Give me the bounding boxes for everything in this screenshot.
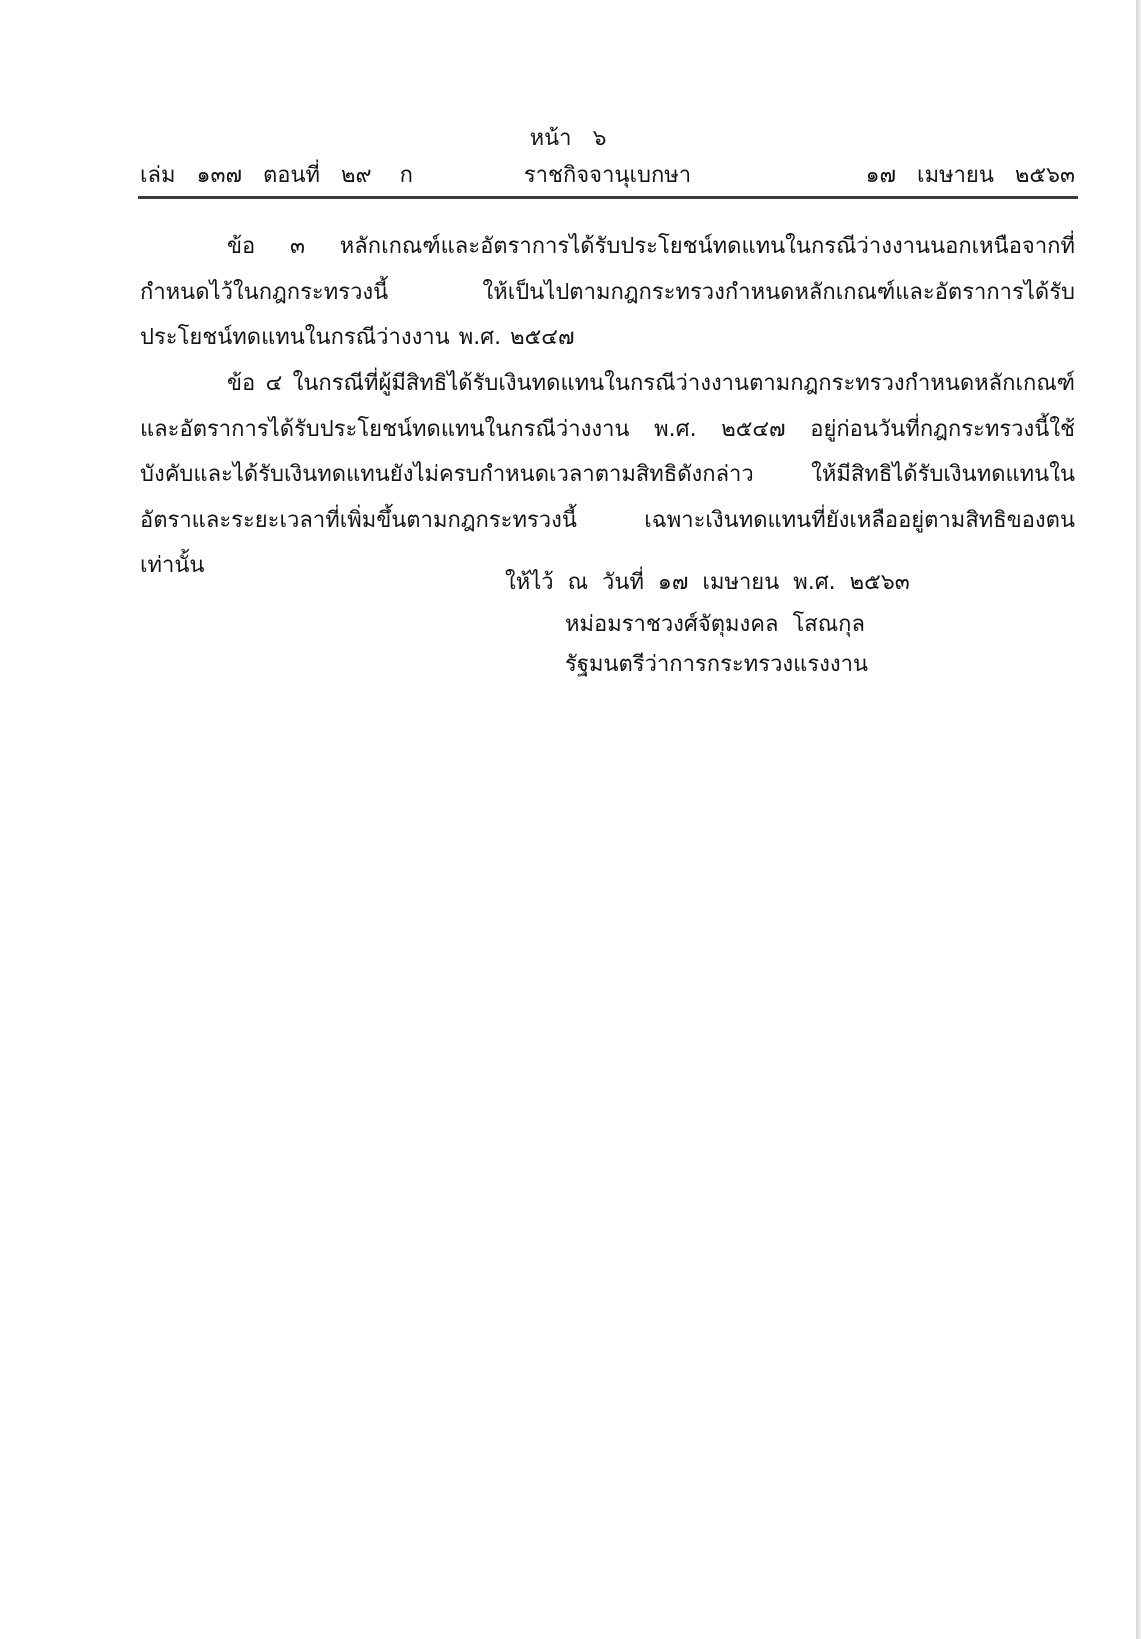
clause-3-paragraph: ข้อ ๓ หลักเกณฑ์และอัตราการได้รับประโยชน์ทดแทนในกรณีว่างงานนอกเหนือจากที่กำหนดไว้ในกฎกระทรวงนี้ ให้เป็นไปตามกฎกระทรวงกำหนดหลักเกณฑ์และอัตราการได้รับประโยชน์ทดแทนในกรณีว่างงาน พ.ศ. ๒๕๔๗: [140, 234, 1075, 350]
page-edge-shadow: [1136, 0, 1141, 1639]
given-on-date: ให้ไว้ ณ วันที่ ๑๗ เมษายน พ.ศ. ๒๕๖๓: [505, 570, 910, 595]
gazette-name: ราชกิจจานุเบกษา: [523, 163, 692, 188]
page-number: หน้า ๖: [529, 126, 607, 151]
gazette-header: [140, 160, 1075, 192]
signatory-name: หม่อมราชวงศ์จัตุมงคล โสณกุล: [565, 612, 865, 637]
publication-date: ๑๗ เมษายน ๒๕๖๓: [865, 163, 1075, 188]
signatory-position: รัฐมนตรีว่าการกระทรวงแรงงาน: [565, 652, 869, 677]
volume-issue: เล่ม ๑๓๗ ตอนที่ ๒๙ ก: [140, 163, 413, 188]
clause-4-paragraph: ข้อ ๔ ในกรณีที่ผู้มีสิทธิได้รับเงินทดแทนในกรณีว่างงานตามกฎกระทรวงกำหนดหลักเกณฑ์และอัตราการได้รับประโยชน์ทดแทนในกรณีว่างงาน พ.ศ. ๒๕๔๗ อยู่ก่อนวันที่กฎกระทรวงนี้ใช้บังคับและได้รับเงินทดแทนยังไม่ครบกำหนดเวลาตามสิทธิดังกล่าว ให้มีสิทธิได้รับเงินทดแทนในอัตราและระยะเวลาที่เพิ่มขึ้นตามกฎกระทรวงนี้ เฉพาะเงินทดแทนที่ยังเหลืออยู่ตามสิทธิของตนเท่านั้น: [140, 371, 1075, 578]
header-divider: [138, 196, 1078, 199]
